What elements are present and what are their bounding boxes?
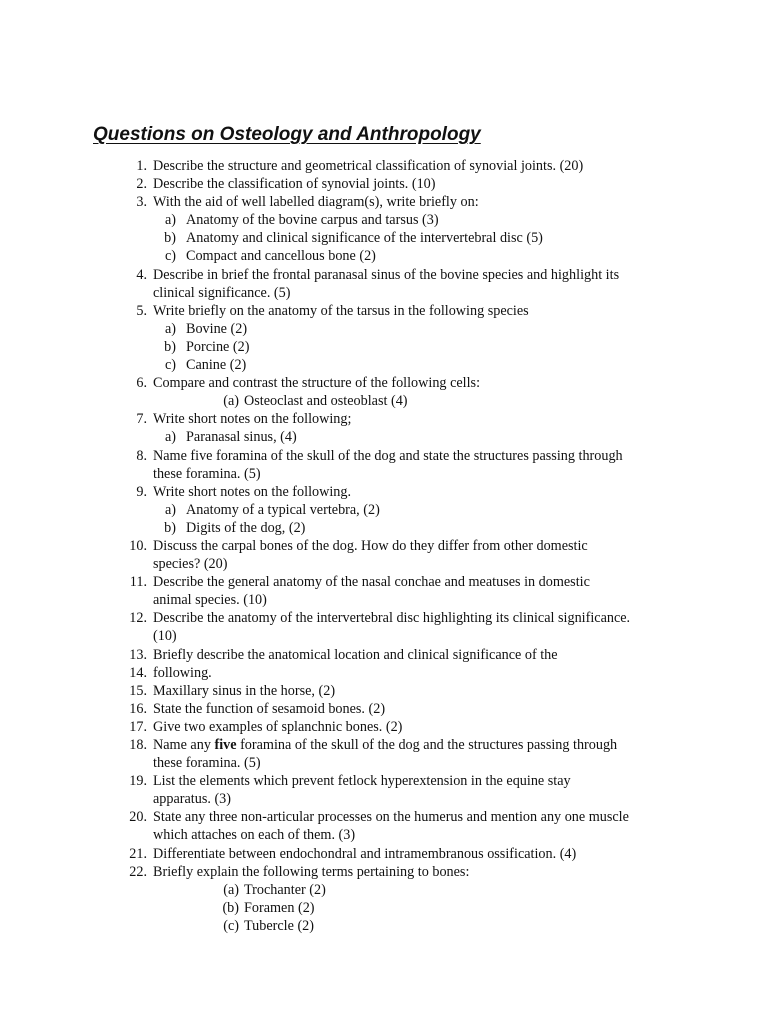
sub-question (0, 392, 768, 410)
question-text: Compact and cancellous bone (2) (186, 248, 376, 265)
question-continuation (0, 465, 768, 483)
question-number: (a) (223, 881, 239, 898)
sub-question (0, 356, 768, 374)
question-item (0, 537, 768, 555)
question-text: Describe the anatomy of the intervertebral disc highlighting its clinical significance. (153, 610, 631, 627)
question-item (0, 863, 768, 881)
question-number: 10. (129, 537, 147, 554)
question-text: clinical significance. (5) (153, 284, 291, 301)
question-text: Tubercle (2) (244, 917, 315, 934)
question-number: 16. (129, 700, 147, 717)
question-text: Write short notes on the following. (153, 483, 352, 500)
question-number: 13. (129, 646, 147, 663)
question-text: Trochanter (2) (244, 881, 326, 898)
sub-question (0, 229, 768, 247)
question-text-post: foramina of the skull of the dog and the structures passing through (236, 737, 618, 753)
question-number: 4. (136, 266, 147, 283)
question-text: Anatomy and clinical significance of the intervertebral disc (5) (186, 230, 543, 247)
question-number: a) (164, 501, 176, 518)
question-text (153, 736, 617, 754)
question-item (0, 700, 768, 718)
document-title: Questions on Osteology and Anthropology (93, 124, 481, 145)
question-text: Paranasal sinus, (4) (186, 429, 297, 446)
question-number: 14. (129, 664, 147, 681)
question-text: Briefly explain the following terms pertaining to bones: (153, 863, 470, 880)
question-item (0, 266, 768, 284)
question-text: apparatus. (3) (153, 791, 231, 808)
question-text: species? (20) (153, 556, 228, 573)
question-item (0, 609, 768, 627)
sub-question (0, 881, 768, 899)
question-item (0, 374, 768, 392)
question-text: Differentiate between endochondral and intramembranous ossification. (4) (153, 845, 577, 862)
question-text: Anatomy of the bovine carpus and tarsus (3) (186, 212, 439, 229)
question-text-bold: five (214, 737, 237, 753)
sub-question (0, 519, 768, 537)
question-item (0, 483, 768, 501)
question-number: 12. (129, 610, 147, 627)
question-number: 1. (136, 158, 147, 174)
question-number: (a) (223, 393, 239, 410)
question-text: animal species. (10) (153, 592, 267, 609)
question-number: 15. (129, 682, 147, 699)
question-number: (b) (222, 899, 239, 916)
sub-question (0, 428, 768, 446)
question-continuation (0, 284, 768, 302)
question-item (0, 175, 768, 193)
question-text: List the elements which prevent fetlock hyperextension in the equine stay (153, 773, 571, 790)
sub-question (0, 211, 768, 229)
question-item (0, 736, 768, 754)
question-number: 22. (129, 863, 147, 880)
question-continuation (0, 754, 768, 772)
question-number: 21. (129, 845, 147, 862)
question-text: Porcine (2) (186, 338, 250, 355)
sub-question (0, 501, 768, 519)
question-text: Anatomy of a typical vertebra, (2) (186, 501, 380, 518)
question-number: 5. (136, 302, 147, 319)
question-number: a) (164, 320, 176, 337)
question-text: Foramen (2) (244, 899, 315, 916)
question-text: these foramina. (5) (153, 465, 261, 482)
question-text: State the function of sesamoid bones. (2) (153, 700, 386, 717)
question-continuation (0, 790, 768, 808)
question-text: Describe in brief the frontal paranasal sinus of the bovine species and highlight its (153, 266, 620, 283)
question-text: which attaches on each of them. (3) (153, 827, 356, 844)
question-item (0, 302, 768, 320)
question-text-pre: Name any (153, 737, 215, 753)
question-text: Bovine (2) (186, 320, 248, 337)
question-number: b) (164, 230, 176, 247)
question-text: State any three non-articular processes on the humerus and mention any one muscle (153, 809, 629, 826)
question-text: Compare and contrast the structure of the following cells: (153, 375, 481, 392)
question-number: 2. (136, 176, 147, 193)
question-text: Canine (2) (186, 357, 247, 374)
question-number: 20. (129, 809, 147, 826)
question-number: 8. (136, 447, 147, 464)
question-item (0, 808, 768, 826)
question-text: Describe the structure and geometrical classification of synovial joints. (20) (153, 158, 584, 174)
question-text: Briefly describe the anatomical location and clinical significance of the (153, 646, 558, 663)
question-number: b) (164, 519, 176, 536)
question-text: Write short notes on the following; (153, 411, 352, 428)
question-item (0, 664, 768, 682)
question-item (0, 718, 768, 736)
question-item (0, 646, 768, 664)
question-text: following. (153, 664, 212, 681)
question-number: 6. (136, 375, 147, 392)
question-number: 18. (129, 737, 147, 753)
question-text: Maxillary sinus in the horse, (2) (153, 682, 336, 699)
question-item (0, 682, 768, 700)
question-item (0, 573, 768, 591)
question-number: 7. (136, 411, 147, 428)
question-continuation (0, 591, 768, 609)
question-item (0, 157, 768, 175)
question-number: c) (164, 248, 176, 265)
question-number: 19. (129, 773, 147, 790)
question-text: Osteoclast and osteoblast (4) (244, 393, 408, 410)
question-text: With the aid of well labelled diagram(s), write briefly on: (153, 194, 479, 211)
question-item (0, 772, 768, 790)
question-continuation (0, 555, 768, 573)
question-text: (10) (153, 628, 177, 645)
question-text: Discuss the carpal bones of the dog. How do they differ from other domestic (153, 537, 588, 554)
question-item (0, 193, 768, 211)
question-text: Describe the classification of synovial joints. (10) (153, 176, 436, 193)
sub-question (0, 320, 768, 338)
question-number: a) (164, 429, 176, 446)
question-number: 11. (129, 574, 147, 591)
question-number: c) (164, 357, 176, 374)
question-number: 17. (129, 718, 147, 735)
question-continuation (0, 627, 768, 645)
question-text: these foramina. (5) (153, 755, 261, 772)
question-text: Name five foramina of the skull of the dog and state the structures passing through (153, 447, 623, 464)
question-text: Describe the general anatomy of the nasal conchae and meatuses in domestic (153, 574, 590, 591)
sub-question (0, 338, 768, 356)
question-text: Digits of the dog, (2) (186, 519, 306, 536)
sub-question (0, 247, 768, 265)
question-item (0, 845, 768, 863)
question-text: Write briefly on the anatomy of the tarsus in the following species (153, 302, 529, 319)
question-text: Give two examples of splanchnic bones. (2) (153, 718, 403, 735)
question-number: (c) (223, 917, 239, 934)
sub-question (0, 899, 768, 917)
question-item (0, 410, 768, 428)
question-number: a) (164, 212, 176, 229)
question-list (0, 157, 768, 935)
question-number: 9. (136, 483, 147, 500)
question-number: 3. (136, 194, 147, 211)
question-number: b) (164, 338, 176, 355)
question-item (0, 447, 768, 465)
sub-question (0, 917, 768, 935)
question-continuation (0, 826, 768, 844)
